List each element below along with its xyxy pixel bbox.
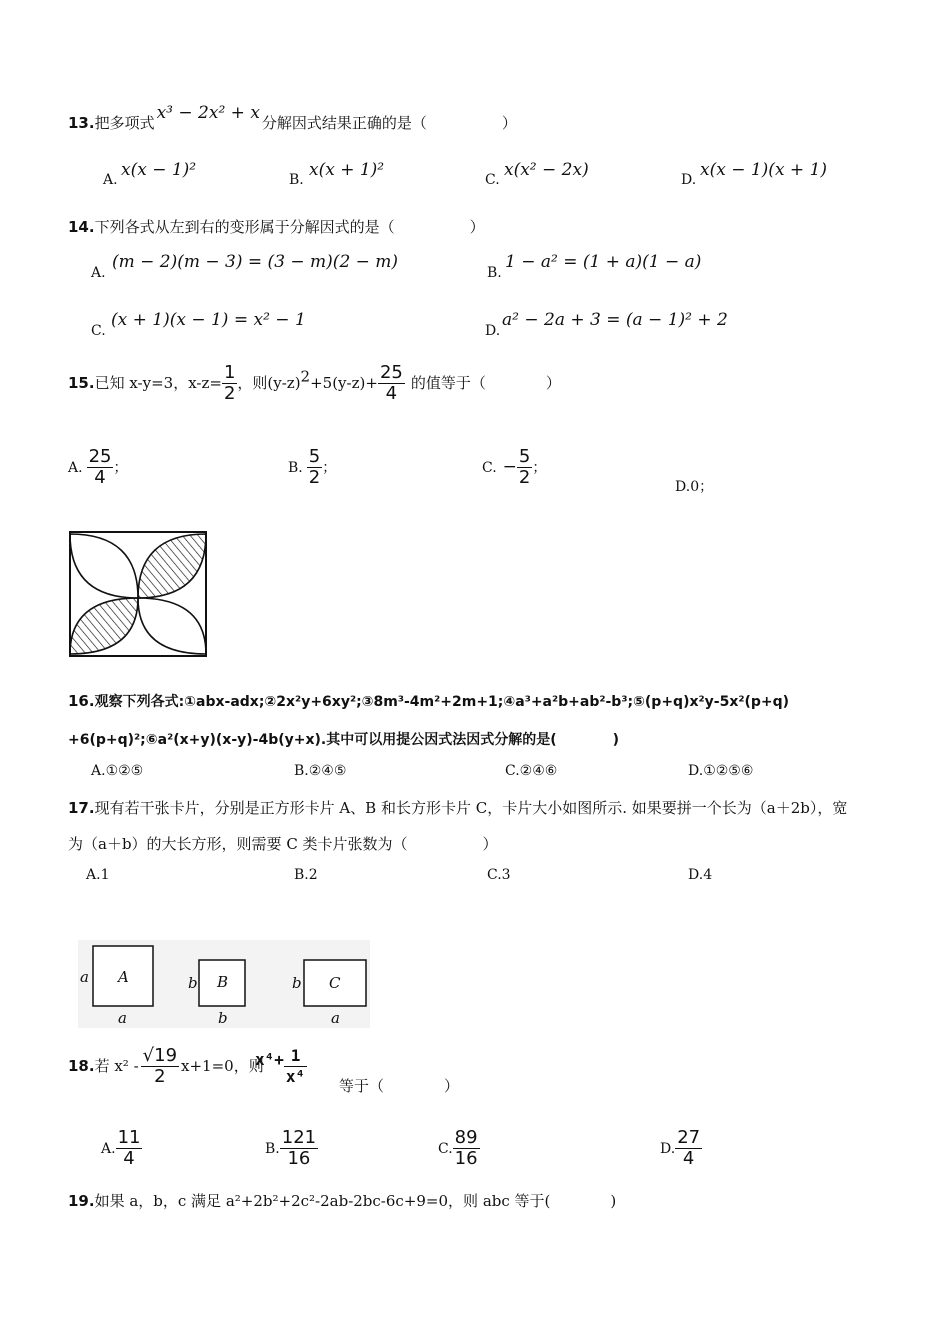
q14-option-d-expr: a² − 2a + 3 = (a − 1)² + 2 — [502, 310, 728, 330]
card-b-side: b — [188, 974, 198, 992]
q17-option-a: A.1 — [86, 867, 110, 883]
q18-tail: 等于（ ） — [339, 1077, 460, 1095]
card-c-label: C — [329, 974, 341, 992]
card-a-side: a — [80, 968, 89, 986]
q13-expr: x³ − 2x² + x — [156, 103, 260, 123]
q18-sqrt-fraction: $\frac{√19}{2}$ — [142, 1045, 178, 1087]
q18: 18.若 x² - $\frac{√19}{2}$ x+1=0，则 — [68, 1045, 264, 1087]
q18-expression: x⁴+ $\frac{1}{\text{x⁴}}$ — [255, 1046, 306, 1086]
q15-option-b: B. $\frac{5}{2}$ ； — [288, 446, 337, 488]
q14-option-a-expr: (m − 2)(m − 3) = (3 − m)(2 − m) — [112, 252, 399, 272]
q17-option-c: C.3 — [487, 867, 511, 883]
card-c-bottom: a — [331, 1009, 340, 1027]
q15-option-c: C. − $\frac{5}{2}$ ； — [482, 446, 547, 488]
q18-option-c: C. $\frac{89}{16}$ — [438, 1127, 478, 1169]
q17-line1: 17.现有若干张卡片，分别是正方形卡片 A、B 和长方形卡片 C，卡片大小如图所示. 如果要拼一个长为（a＋2b），宽 — [68, 799, 848, 817]
q18-option-a: A. $\frac{11}{4}$ — [101, 1127, 141, 1169]
card-a-bottom: a — [118, 1009, 127, 1027]
q15-number: 15. — [68, 374, 95, 392]
card-b-label: B — [217, 973, 229, 991]
q14-text: 下列各式从左到右的变形属于分解因式的是（ ） — [94, 218, 485, 236]
q15-option-a: A. $\frac{25}{4}$ ； — [68, 446, 128, 488]
q13-option-c: C. — [485, 172, 500, 188]
q14-option-d: D. — [485, 323, 501, 339]
q16-option-d: D.①②⑤⑥ — [688, 763, 754, 779]
q13-option-b: B. — [289, 172, 304, 188]
q17-option-b: B.2 — [294, 867, 318, 883]
q16-option-a: A.①②⑤ — [91, 763, 144, 779]
q15: 15.已知 x-y=3，x-z= $\frac{1}{2}$ ，则$(y-z)^2+5(y-z)+$ $\frac{25}{4}$ 的值等于（ ） — [68, 362, 561, 404]
q15-fraction-half: $\frac{1}{2}$ — [223, 362, 236, 404]
q16-line1: 16.观察下列各式:①abx-adx;②2x²y+6xy²;③8m³-4m²+2m+1;④a³+a²b+ab²-b³;⑤(p+q)x²y-5x²(p+q) — [68, 692, 790, 710]
card-a-label: A — [118, 968, 129, 986]
q18-option-d: D. $\frac{27}{4}$ — [660, 1127, 701, 1169]
q13-option-a-expr: x(x − 1)² — [121, 160, 197, 180]
q17-line2: 为（a＋b）的大长方形，则需要 C 类卡片张数为（ ） — [68, 835, 498, 853]
q14-option-c: C. — [91, 323, 106, 339]
q14-option-c-expr: (x + 1)(x − 1) = x² − 1 — [111, 310, 306, 330]
cards-figure — [78, 940, 370, 1028]
q13-number: 13. — [68, 114, 95, 132]
q15-mid: ，则(y-z) — [237, 374, 301, 392]
q14-option-b: B. — [487, 265, 502, 281]
card-b-bottom: b — [218, 1009, 228, 1027]
q16-line2: +6(p+q)²;⑥a²(x+y)(x-y)-4b(y+x).其中可以用提公因式法因式分解的是( ) — [68, 732, 620, 748]
q13 — [68, 103, 517, 133]
q13-option-c-expr: x(x² − 2x) — [504, 160, 589, 180]
q13-tail: 分解因式结果正确的是（ ） — [261, 114, 517, 132]
q15-tail: 的值等于（ ） — [410, 374, 561, 392]
q15-lead: 已知 x-y=3，x-z= — [94, 374, 222, 392]
q16-option-b: B.②④⑤ — [294, 763, 347, 779]
q14 — [68, 216, 485, 237]
q13-option-d-expr: x(x − 1)(x + 1) — [700, 160, 828, 180]
q13-option-a: A. — [103, 172, 118, 188]
q13-lead: 把多项式 — [94, 114, 155, 132]
q13-option-b-expr: x(x + 1)² — [309, 160, 385, 180]
q17-option-d: D.4 — [688, 867, 713, 883]
petal-square-figure — [66, 528, 210, 660]
q16-option-c: C.②④⑥ — [505, 763, 558, 779]
q13-option-d: D. — [681, 172, 697, 188]
q14-number: 14. — [68, 218, 95, 236]
card-c-side: b — [292, 974, 302, 992]
q15-option-d: D.0； — [675, 479, 714, 495]
q18-option-b: B. $\frac{121}{16}$ — [265, 1127, 317, 1169]
q14-option-a: A. — [91, 265, 106, 281]
q19: 19.如果 a，b，c 满足 a²+2b²+2c²-2ab-2bc-6c+9=0，则 abc 等于( ) — [68, 1192, 617, 1210]
q14-option-b-expr: 1 − a² = (1 + a)(1 − a) — [505, 252, 702, 272]
q15-fraction-25-4: $\frac{25}{4}$ — [379, 362, 403, 404]
